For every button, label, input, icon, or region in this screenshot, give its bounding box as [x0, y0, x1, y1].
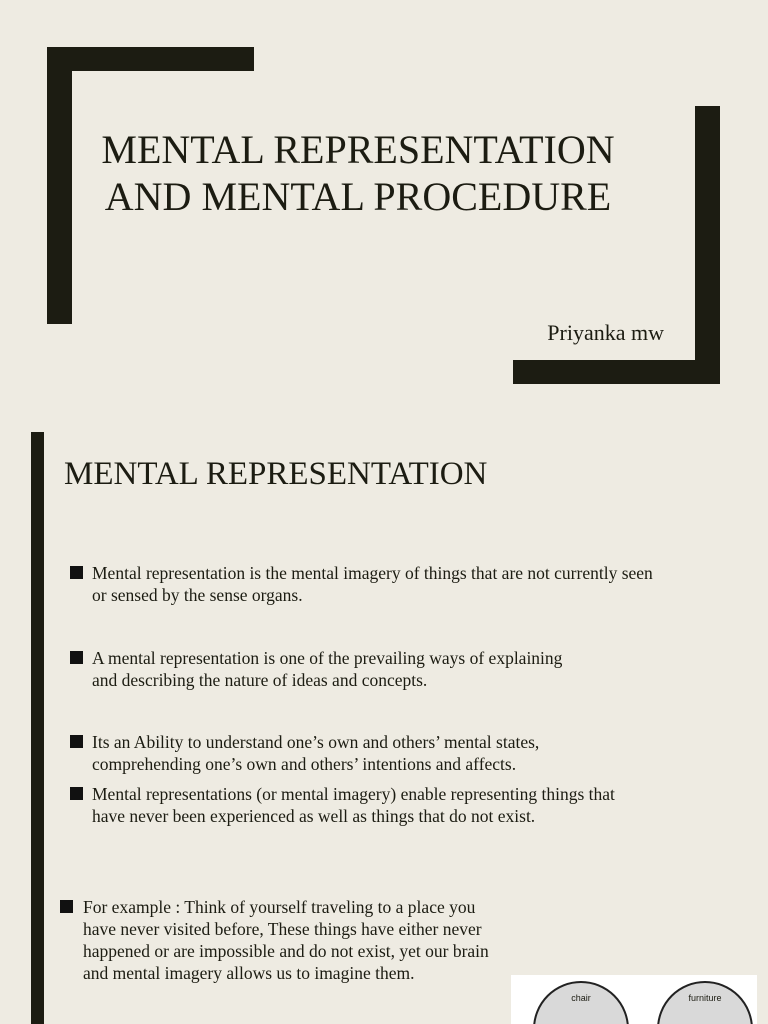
concept-diagram	[511, 975, 757, 1024]
circle-label: chair	[571, 993, 591, 1003]
section-heading: MENTAL REPRESENTATION	[64, 456, 488, 492]
list-item	[60, 896, 500, 984]
bullet-text: For example : Think of yourself traveling to a place you have never visited before, These things have either never happened or are impossible and do not exist, yet our brain and mental imagery allows us to imagine them.	[83, 897, 489, 983]
list-item	[70, 562, 670, 606]
list-item	[70, 731, 670, 775]
chair-concept-circle	[533, 981, 629, 1024]
title-slide	[0, 0, 768, 432]
author-name: Priyanka mw	[547, 320, 664, 345]
corner-bar-top-left-vertical	[47, 47, 72, 324]
corner-bar-bottom-right-vertical	[695, 106, 720, 384]
square-bullet-icon	[70, 735, 83, 748]
corner-bar-bottom-right-horizontal	[513, 360, 720, 384]
square-bullet-icon	[70, 787, 83, 800]
bullet-text: Its an Ability to understand one’s own and others’ mental states, comprehending one’s own and others’ intentions and affects.	[92, 732, 540, 774]
square-bullet-icon	[60, 900, 73, 913]
left-accent-bar	[31, 865, 44, 1024]
circle-label: furniture	[688, 993, 722, 1003]
corner-bar-top-left-horizontal	[47, 47, 254, 71]
furniture-concept-circle	[657, 981, 753, 1024]
example-slide	[0, 865, 768, 1024]
slide-title: MENTAL REPRESENTATION AND MENTAL PROCEDURE	[101, 127, 615, 219]
bullet-text: Mental representation is the mental imagery of things that are not currently seen or sensed by the sense organs.	[92, 563, 653, 605]
bullet-text: A mental representation is one of the prevailing ways of explaining and describing the nature of ideas and concepts.	[92, 648, 563, 690]
content-slide	[0, 432, 768, 865]
square-bullet-icon	[70, 566, 83, 579]
bullet-text: Mental representations (or mental imagery) enable representing things that have never been experienced as well as things that do not exist.	[92, 784, 615, 826]
list-item	[70, 647, 670, 691]
square-bullet-icon	[70, 651, 83, 664]
list-item	[70, 783, 670, 827]
left-accent-bar	[31, 432, 44, 865]
